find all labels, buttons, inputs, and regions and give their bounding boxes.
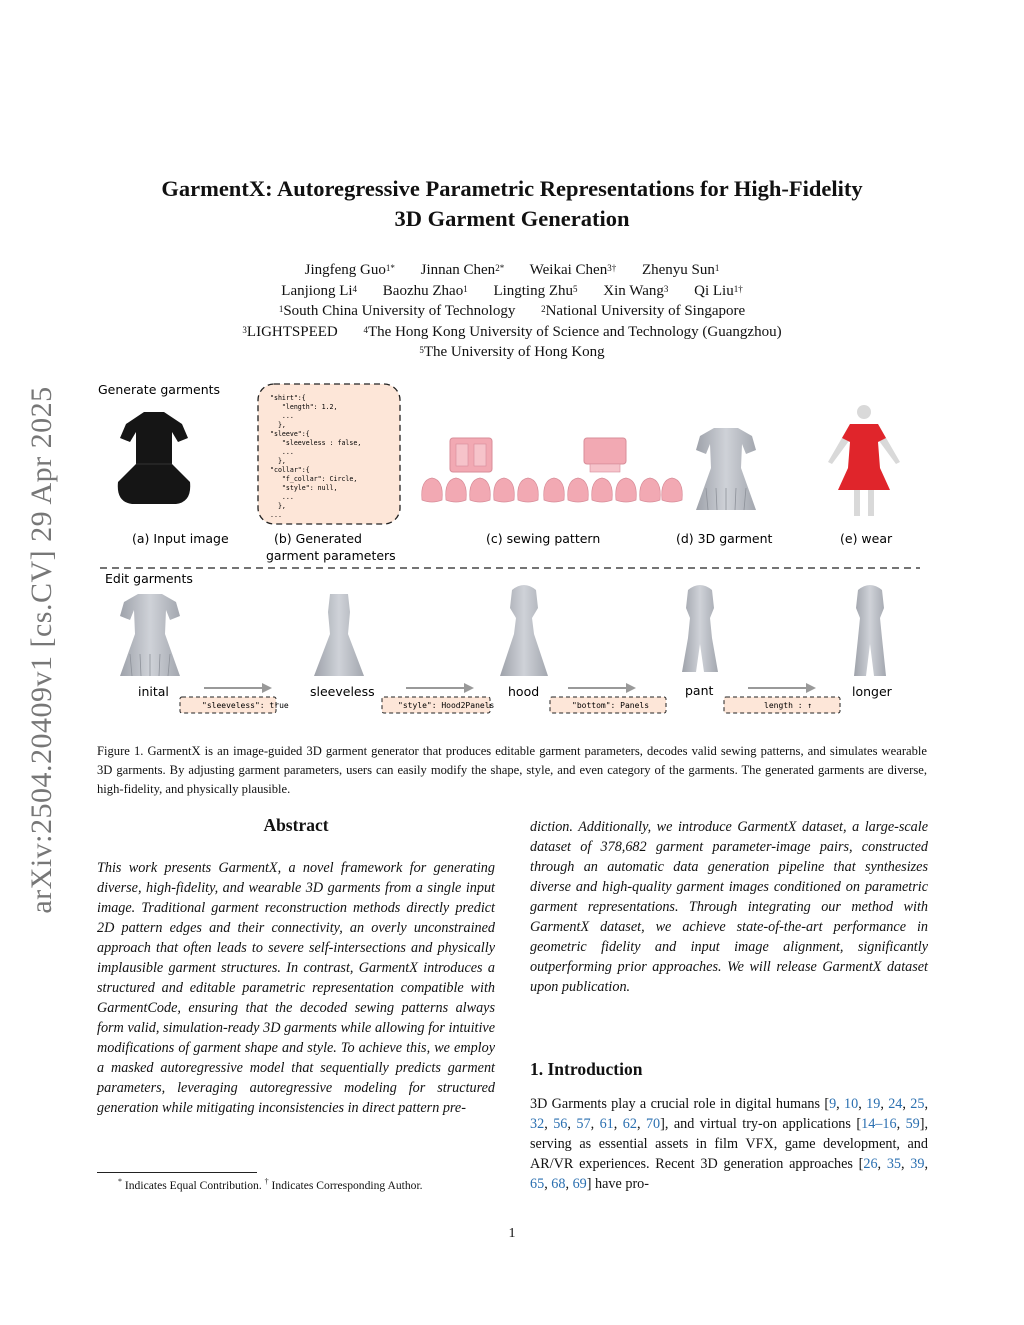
edit-garment-pant	[682, 585, 718, 672]
3d-garment	[696, 428, 756, 510]
json-line: },	[270, 421, 286, 429]
intro-text: ], and virtual try-on applications [	[660, 1116, 862, 1132]
edit-op-label: length : ↑	[764, 701, 813, 710]
intro-text: 3D Garments play a crucial role in digital humans [	[530, 1096, 830, 1112]
stage-inital: inital	[138, 684, 169, 699]
author-sup: 4	[352, 283, 358, 294]
arxiv-sidebar	[12, 350, 72, 950]
author-sup: 1	[463, 283, 468, 294]
edit-garment-sleeveless	[314, 594, 364, 676]
intro-heading-wrap	[530, 1059, 642, 1080]
author-name: Lingting Zhu	[493, 282, 574, 299]
author-sup: 1*	[385, 263, 395, 273]
generate-heading: Generate garments	[98, 382, 221, 397]
citation-link[interactable]: 69	[572, 1176, 587, 1192]
affiliation: The University of Hong Kong	[423, 344, 605, 360]
abstract-text-left: This work presents GarmentX, a novel framework for generating diverse, high-fidelity, and wearable 3D garments from a single input image. Traditional garment reconstruction methods directly predict 2D pattern edges and their connectivity, an overly unconstrained approach that often leads to severe self-intersections and physically implausible garment structures. In contrast, GarmentX introduces a structured and editable parametric representation compatible with GarmentCode, ensuring that the decoded sewing patterns always form valid, simulation-ready 3D garments while allowing for intuitive modifications of garment shape and style. To achieve this, we employ a masked autoregressive model that sequentially predicts garment parameters, leveraging autoregressive modeling for structured generation while mitigating inconsistencies in direct pattern pre-	[97, 860, 495, 1116]
stage-pant: pant	[685, 683, 714, 698]
footnote-sup: *	[118, 1177, 122, 1186]
json-line: ...	[270, 493, 294, 501]
intro-paragraph: 3D Garments play a crucial role in digital humans [9, 10, 19, 24, 25, 32, 56, 57, 61, 62, 70], and virtual try-on applications [14–16, 59], serving as essential assets in film VFX, game development, and AR/VR experiences. Recent 3D generation approaches [26, 35, 39, 65, 68, 69] have pro-	[530, 1096, 929, 1192]
citation-link[interactable]: 10	[844, 1096, 859, 1112]
author-sup: 5	[573, 283, 578, 294]
figure-caption: Figure 1. GarmentX is an image-guided 3D garment generator that produces editable garment parameters, decodes valid sewing patterns, and simulates wearable 3D garments. By adjusting garment parameters, users can easily modify the shape, style, and even category of the garments. The generated garments are diverse, high-fidelity, and physically plausible.	[97, 744, 927, 796]
json-line: },	[270, 502, 286, 510]
citation-link[interactable]: 65	[530, 1176, 545, 1192]
json-line: "length": 1.2,	[270, 403, 338, 411]
citation-link[interactable]: 70	[645, 1116, 661, 1132]
affiliation-row-3	[80, 342, 944, 363]
json-line: "sleeve":{	[270, 430, 310, 438]
figure-1-graphic	[92, 372, 932, 722]
abstract-heading-wrap	[97, 815, 495, 836]
edit-op-3	[550, 683, 666, 713]
affiliation: LIGHTSPEED	[246, 323, 338, 340]
intro-text: ], serving as essential assets in film VFX, game development, and AR/VR experiences. Recent 3D generation approaches [	[530, 1116, 929, 1172]
affiliation-row-2	[80, 322, 944, 343]
author-sup: 2*	[495, 263, 505, 273]
json-line: ...	[270, 511, 282, 519]
author-sup: 3†	[607, 263, 617, 273]
author-name: Baozhu Zhao	[382, 282, 464, 299]
json-line: "shirt":{	[270, 394, 306, 402]
citation-link[interactable]: 68	[551, 1176, 566, 1192]
edit-op-2	[382, 683, 495, 713]
citation-link[interactable]: 39	[910, 1156, 925, 1172]
citation-link[interactable]: 61	[599, 1116, 614, 1132]
footnote-rule	[97, 1172, 257, 1173]
worn-red-dress	[828, 405, 900, 516]
edit-op-4	[724, 683, 840, 713]
citation-link[interactable]: 32	[530, 1116, 545, 1132]
author-sup: 1	[714, 263, 720, 273]
affiliation-row-1	[80, 301, 944, 322]
author-sup: 1†	[733, 283, 743, 294]
edit-garment-inital	[120, 594, 180, 676]
author-name: Weikai Chen	[529, 262, 608, 278]
arxiv-identifier: arXiv:2504.20409v1 [cs.CV] 29 Apr 2025	[25, 386, 58, 914]
author-name: Xin Wang	[603, 282, 664, 299]
citation-link[interactable]: 56	[553, 1116, 568, 1132]
author-name: Lanjiong Li	[281, 282, 353, 299]
affiliation-sup: 5	[419, 345, 424, 355]
author-block	[80, 260, 944, 363]
label-garment-parameters: garment parameters	[266, 548, 396, 563]
affiliation-sup: 4	[363, 324, 368, 335]
citation-link[interactable]: 26	[863, 1156, 878, 1172]
citation-link[interactable]: 19	[866, 1096, 881, 1112]
json-line: "style": null,	[270, 484, 338, 492]
intro-heading: 1. Introduction	[530, 1059, 643, 1079]
edit-op-label: "bottom": Panels	[572, 701, 650, 710]
author-name: Zhenyu Sun	[641, 262, 715, 278]
affiliation: National University of Singapore	[545, 303, 746, 319]
edit-garment-hood	[500, 585, 548, 676]
edit-garment-longer	[854, 585, 886, 676]
author-name: Jinnan Chen	[420, 262, 496, 278]
author-name: Qi Liu	[694, 282, 734, 299]
author-row-1	[80, 260, 944, 281]
edit-heading: Edit garments	[105, 571, 193, 586]
stage-hood: hood	[508, 684, 540, 699]
stage-sleeveless: sleeveless	[310, 684, 375, 699]
affiliation: The Hong Kong University of Science and Technology (Guangzhou)	[368, 323, 782, 340]
citation-link[interactable]: 35	[886, 1156, 902, 1172]
label-input-image: (a) Input image	[132, 531, 229, 546]
footnote-sup: †	[264, 1177, 269, 1186]
affiliation: South China University of Technology	[283, 303, 516, 319]
citation-link[interactable]: 24	[888, 1096, 903, 1112]
citation-link[interactable]: 14–16	[861, 1116, 897, 1132]
label-wear: (e) wear	[840, 531, 893, 546]
json-line: ...	[270, 412, 294, 420]
author-name: Jingfeng Guo	[304, 262, 386, 278]
paper-title	[80, 174, 944, 234]
citation-link[interactable]: 25	[910, 1096, 925, 1112]
author-row-2	[80, 281, 944, 302]
affiliation-sup: 2	[541, 304, 546, 314]
edit-op-label: "sleeveless": true	[202, 701, 289, 710]
citation-link[interactable]: 62	[622, 1116, 637, 1132]
footnote-text: Indicates Corresponding Author.	[268, 1178, 423, 1192]
edit-op-1	[180, 683, 289, 713]
intro-text: ] have pro-	[586, 1176, 649, 1192]
label-3d-garment: (d) 3D garment	[676, 531, 773, 546]
json-line: "f_collar": Circle,	[270, 475, 358, 483]
affiliation-sup: 3	[242, 324, 247, 335]
citation-link[interactable]: 9	[829, 1096, 837, 1112]
abstract-heading: Abstract	[263, 815, 329, 835]
json-line: },	[270, 457, 286, 465]
label-generated: (b) Generated	[274, 531, 362, 546]
input-image-black-dress	[118, 412, 190, 504]
footnote	[118, 1177, 423, 1192]
author-sup: 3	[663, 283, 669, 294]
page-number: 1	[508, 1226, 516, 1241]
json-line: "sleeveless : false,	[270, 439, 362, 447]
label-sewing-pattern: (c) sewing pattern	[486, 531, 601, 546]
title-line-2: 3D Garment Generation	[394, 206, 630, 231]
json-line: ...	[270, 448, 294, 456]
title-line-1: GarmentX: Autoregressive Parametric Representations for High-Fidelity	[161, 176, 863, 201]
citation-link[interactable]: 57	[576, 1116, 591, 1132]
edit-op-label: "style": Hood2Panels	[398, 701, 495, 710]
sewing-pattern	[422, 438, 683, 502]
affiliation-sup: 1	[278, 304, 284, 314]
figure-1	[92, 372, 932, 722]
abstract-text-right: diction. Additionally, we introduce GarmentX dataset, a large-scale dataset of 378,682 garment parameter-image pairs, constructed through an automatic data generation pipeline that synthesizes diverse and high-quality garment images conditioned on parametric garment representations. Through integrating our method with GarmentX dataset, we achieve state-of-the-art performance in geometric fidelity and input image alignment, significantly outperforming prior approaches. We will release GarmentX dataset upon publication.	[530, 819, 928, 995]
footnote-text: Indicates Equal Contribution.	[122, 1178, 265, 1192]
citation-link[interactable]: 59	[905, 1116, 920, 1132]
json-line: "collar":{	[270, 466, 310, 474]
stage-longer: longer	[852, 684, 892, 699]
